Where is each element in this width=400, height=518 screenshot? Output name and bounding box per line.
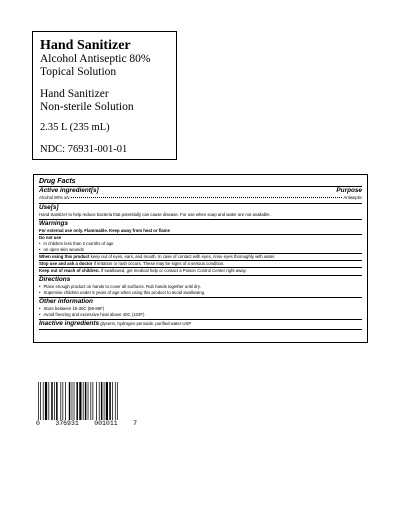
directions-heading: Directions: [39, 276, 71, 283]
product-title: Hand Sanitizer: [40, 38, 131, 53]
keep-out-row: [39, 268, 362, 274]
warnings-heading: Warnings: [39, 220, 68, 227]
upc-digit-check: 7: [133, 420, 137, 427]
keep-out-label: Keep out of reach of children.: [39, 268, 100, 273]
inactive-text: glycerin, hydrogen peroxide, purified water USP: [99, 321, 192, 326]
use-text: Hand Sanitizer to help reduce bacteria that potentially can cause disease. For use when soap and water are not available.: [39, 212, 271, 217]
inactive-heading: Inactive ingredients: [39, 320, 100, 327]
product-name: Hand Sanitizer: [40, 88, 109, 100]
warning-external: For external use only. Flammable. Keep away from heat or flame: [39, 228, 171, 233]
upc-digits: [36, 420, 137, 428]
directions-item: • Supervise children under 6 years of age when using this product to avoid swallowing.: [39, 290, 362, 296]
active-ingredient-heading: Active ingredient[s]: [39, 187, 99, 194]
do-not-use-item: • on open skin wounds: [39, 247, 362, 253]
front-panel: [32, 31, 177, 160]
product-subtitle-1: Alcohol Antiseptic 80%: [40, 53, 151, 65]
other-info-item: • Avoid freezing and excessive heat above 40C (104F): [39, 312, 362, 318]
when-using-label: When using this product: [39, 254, 90, 259]
stop-use-label: Stop use and ask a doctor: [39, 261, 93, 266]
upc-digits-left: 376931: [55, 420, 79, 427]
use-heading: Use[s]: [39, 204, 59, 211]
purpose: Antiseptic: [343, 195, 362, 200]
other-info-heading: Other information: [39, 298, 93, 305]
when-using-text: keep out of eyes, ears, and mouth. In case of contact with eyes, rinse eyes thoroughly with water.: [89, 254, 276, 259]
product-type: Non-sterile Solution: [40, 101, 134, 113]
barcode: [36, 382, 137, 420]
active-ingredient: Alcohol 80% v/v: [39, 195, 70, 200]
stop-use-text: if irritation or rash occurs. These may be signs of a serious condition.: [92, 261, 225, 266]
active-ingredient-row: [39, 195, 362, 201]
ndc-code: NDC: 76931-001-01: [40, 144, 128, 155]
drug-facts-panel: [33, 174, 368, 343]
inactive-row: [39, 320, 362, 328]
other-info-item: • Store between 15-30C (59-86F): [39, 306, 362, 312]
do-not-use-item: • in children less than 2 months of age: [39, 241, 362, 247]
directions-item: • Place enough product on hands to cover all surfaces. Rub hands together until dry.: [39, 284, 362, 290]
product-volume: 2.35 L (235 mL): [40, 122, 110, 133]
do-not-use-heading: Do not use: [39, 235, 62, 240]
keep-out-text: If swallowed, get medical help or contact a Poison Control Center right away.: [99, 268, 247, 273]
upc-digit-lead: 0: [36, 420, 40, 427]
purpose-heading: Purpose: [336, 187, 362, 194]
drug-facts-heading: Drug Facts: [39, 178, 76, 185]
upc-digits-right: 001011: [94, 420, 118, 427]
product-subtitle-2: Topical Solution: [40, 66, 117, 78]
